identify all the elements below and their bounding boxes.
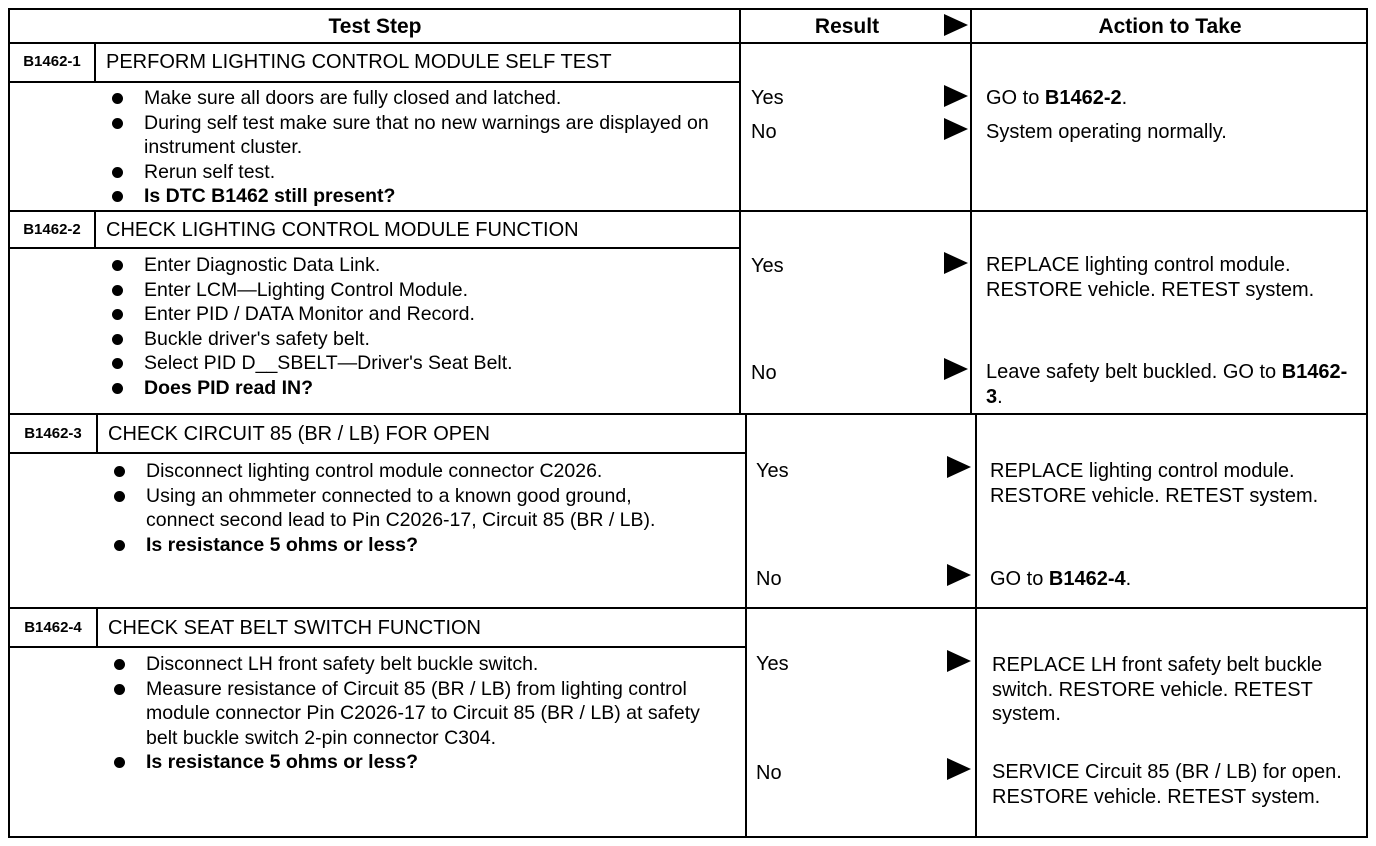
step-bullets [106,86,716,209]
divider [10,81,740,83]
divider [970,10,972,414]
result-no: No [756,568,782,590]
divider [10,452,746,454]
result-no: No [751,362,777,384]
bullet-icon [112,334,123,345]
bullet-icon [114,757,125,768]
divider [96,415,98,453]
bullet-icon [112,167,123,178]
divider [975,414,977,838]
list-item: Does PID read IN? [106,376,716,401]
list-item: During self test make sure that no new warnings are displayed on instrument cluster. [106,111,716,160]
list-item: Disconnect lighting control module connector C2026. [108,459,698,484]
bullet-icon [114,684,125,695]
arrow-icon [947,564,971,586]
list-item: Enter Diagnostic Data Link. [106,253,716,278]
list-item: Is DTC B1462 still present? [106,184,716,209]
list-item: Rerun self test. [106,160,716,185]
action-text: SERVICE Circuit 85 (BR / LB) for open. RESTORE vehicle. RETEST system. [992,761,1342,808]
action-text: REPLACE lighting control module. RESTORE vehicle. RETEST system. [990,460,1319,507]
bullet-icon [112,383,123,394]
divider [94,43,96,81]
bullet-icon [112,118,123,129]
step-bullets [106,253,716,400]
list-item: Select PID D__SBELT—Driver's Seat Belt. [106,351,716,376]
bullet-icon [114,466,125,477]
diagnostic-table [8,8,1368,838]
arrow-icon [947,650,971,672]
header-arrow-icon [944,14,968,36]
header-result: Result [814,15,880,38]
step-bullets [108,459,698,557]
arrow-icon [947,758,971,780]
arrow-icon [944,85,968,107]
list-item: Is resistance 5 ohms or less? [108,533,698,558]
divider [96,609,98,647]
header-test-step: Test Step [328,15,422,38]
bullet-icon [114,659,125,670]
bullet-icon [112,191,123,202]
bullet-icon [112,309,123,320]
bullet-icon [112,358,123,369]
step-id: B1462-1 [23,53,81,70]
step-title: CHECK SEAT BELT SWITCH FUNCTION [108,617,481,639]
list-item: Disconnect LH front safety belt buckle switch. [108,652,728,677]
step-id: B1462-4 [24,619,82,636]
header-action: Action to Take [1098,15,1242,38]
bullet-icon [114,540,125,551]
step-id: B1462-2 [23,221,81,238]
list-item: Is resistance 5 ohms or less? [108,750,728,775]
list-item: Make sure all doors are fully closed and latched. [106,86,716,111]
bullet-icon [112,260,123,271]
action-text: Leave safety belt buckled. GO to B1462-3. [986,361,1348,408]
list-item: Enter LCM—Lighting Control Module. [106,278,716,303]
bullet-icon [112,285,123,296]
arrow-icon [944,252,968,274]
list-item: Enter PID / DATA Monitor and Record. [106,302,716,327]
result-no: No [756,762,782,784]
list-item: Using an ohmmeter connected to a known good ground, connect second lead to Pin C2026-17, Circuit 85 (BR / LB). [108,484,698,533]
result-yes: Yes [756,653,789,675]
divider [94,211,96,248]
result-yes: Yes [751,255,784,277]
action-text: GO to B1462-4. [990,568,1132,590]
action-text: GO to B1462-2. [986,87,1128,109]
result-yes: Yes [751,87,784,109]
divider [745,414,747,838]
step-title: PERFORM LIGHTING CONTROL MODULE SELF TEST [106,51,612,73]
arrow-icon [947,456,971,478]
bullet-icon [114,491,125,502]
bullet-icon [112,93,123,104]
result-yes: Yes [756,460,789,482]
divider [10,646,746,648]
step-bullets [108,652,728,775]
list-item: Buckle driver's safety belt. [106,327,716,352]
divider [10,247,740,249]
step-title: CHECK LIGHTING CONTROL MODULE FUNCTION [106,219,579,241]
action-text: REPLACE lighting control module. RESTORE vehicle. RETEST system. [986,254,1315,301]
arrow-icon [944,358,968,380]
action-text: System operating normally. [986,121,1227,143]
step-title: CHECK CIRCUIT 85 (BR / LB) FOR OPEN [108,423,490,445]
step-id: B1462-3 [24,425,82,442]
action-text: REPLACE LH front safety belt buckle switch. RESTORE vehicle. RETEST system. [992,654,1323,725]
result-no: No [751,121,777,143]
divider [739,10,741,414]
list-item: Measure resistance of Circuit 85 (BR / LB) from lighting control module connector Pin C2026-17 to Circuit 85 (BR / LB) at safety belt buckle switch 2-pin connector C304. [108,677,728,751]
arrow-icon [944,118,968,140]
